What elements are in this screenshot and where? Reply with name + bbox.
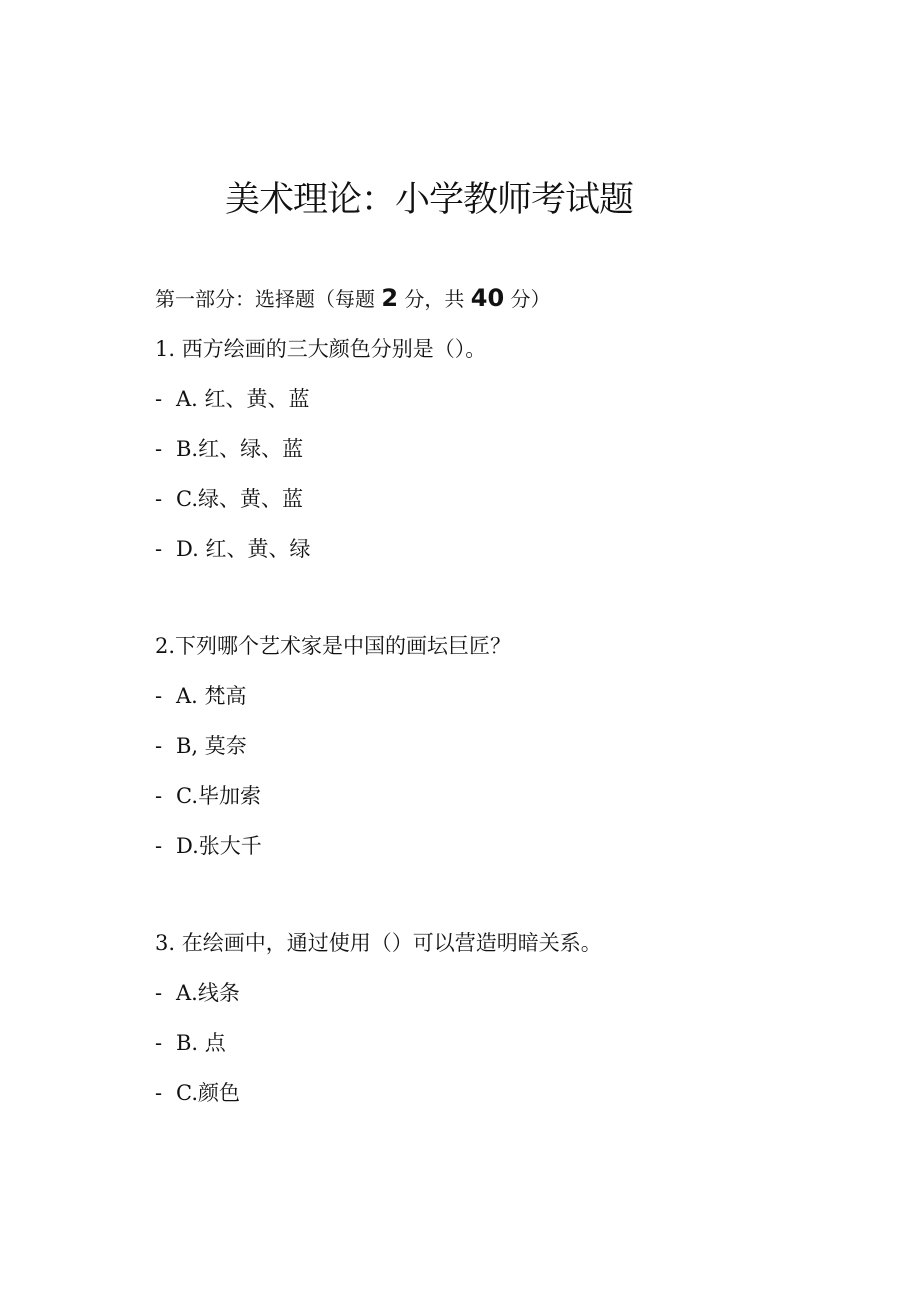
option-dash: - — [155, 734, 163, 758]
option-dash: - — [155, 387, 163, 411]
option-text: A. 梵高 — [176, 684, 247, 708]
question-1-option-c — [155, 484, 303, 514]
option-dash: - — [155, 437, 163, 461]
option-dash: - — [155, 1081, 163, 1105]
document-title: 美术理论：小学教师考试题 — [224, 180, 633, 220]
option-dash: - — [155, 1031, 163, 1055]
question-2-option-b — [155, 731, 247, 761]
option-dash: - — [155, 834, 163, 858]
option-text: A.线条 — [176, 981, 240, 1005]
question-2-option-a — [155, 681, 247, 711]
question-2-option-c — [155, 781, 261, 811]
option-text: C.颜色 — [176, 1081, 240, 1105]
option-dash: - — [155, 487, 163, 511]
option-dash: - — [155, 981, 163, 1005]
question-1-stem: 1. 西方绘画的三大颜色分别是（）。 — [155, 337, 487, 361]
option-text: C.绿、黄、蓝 — [176, 487, 303, 511]
per-question-score: 2 — [381, 284, 399, 312]
option-text: B.红、绿、蓝 — [176, 437, 304, 461]
section-heading — [155, 283, 551, 314]
option-dash: - — [155, 784, 163, 808]
section-mid: 分，共 — [404, 287, 465, 311]
question-2-stem: 2.下列哪个艺术家是中国的画坛巨匠？ — [155, 634, 512, 658]
option-dash: - — [155, 684, 163, 708]
option-text: A. 红、黄、蓝 — [176, 387, 310, 411]
section-prefix: 第一部分：选择题（每题 — [155, 287, 375, 311]
question-1-option-b — [155, 434, 303, 464]
option-dash: - — [155, 537, 163, 561]
option-text: D. 红、黄、绿 — [176, 537, 311, 561]
total-score: 40 — [470, 284, 505, 312]
question-3-option-b — [155, 1028, 226, 1058]
question-3-option-c — [155, 1078, 240, 1108]
option-text: C.毕加索 — [176, 784, 261, 808]
section-suffix: 分） — [510, 287, 551, 311]
option-text: B, 莫奈 — [176, 734, 247, 758]
option-text: B. 点 — [176, 1031, 226, 1055]
question-1-option-d — [155, 534, 310, 564]
question-1-option-a — [155, 384, 310, 414]
question-2-option-d — [155, 831, 262, 861]
question-3-stem: 3. 在绘画中，通过使用（）可以营造明暗关系。 — [155, 931, 602, 955]
question-3-option-a — [155, 978, 240, 1008]
option-text: D.张大千 — [176, 834, 262, 858]
